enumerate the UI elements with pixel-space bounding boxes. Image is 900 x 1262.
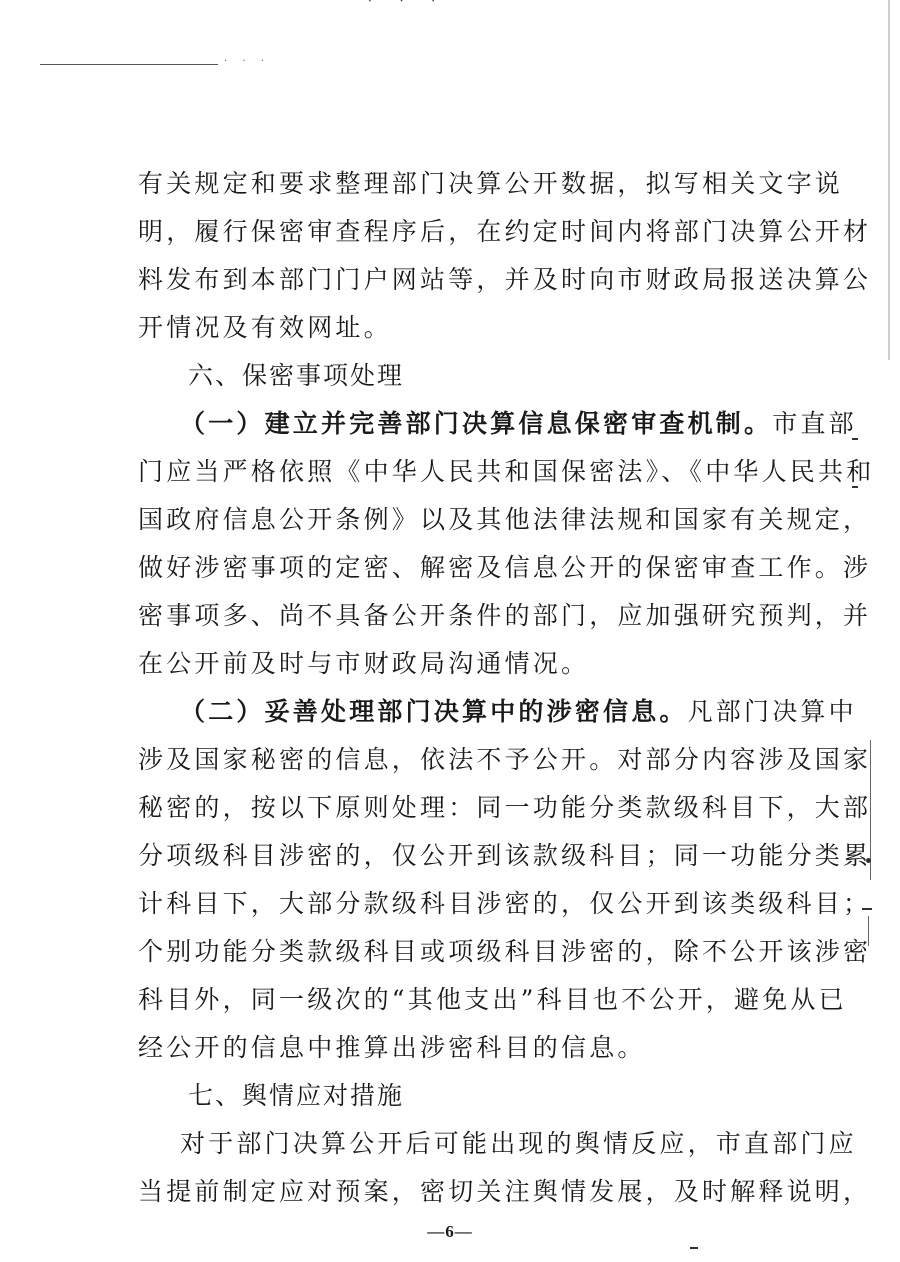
section-heading bbox=[0, 1076, 900, 1116]
paragraph-text: 密事项多、尚不具备公开条件的部门，应加强研究预判，并 bbox=[138, 601, 872, 630]
paragraph-text: 做好涉密事项的定密、解密及信息公开的保密审查工作。涉 bbox=[138, 553, 872, 582]
text-line bbox=[0, 884, 900, 924]
paragraph-text: 个别功能分类款级科目或项级科目涉密的，除不公开该涉密 bbox=[138, 937, 872, 966]
paragraph-text: 凡部门决算中 bbox=[687, 697, 857, 726]
paragraph-text: 当提前制定应对预案，密切关注舆情发展，及时解释说明， bbox=[138, 1177, 872, 1206]
text-line bbox=[0, 692, 900, 732]
text-line bbox=[0, 1124, 900, 1164]
paragraph-text: 对于部门决算公开后可能出现的舆情反应，市直部门应 bbox=[180, 1129, 857, 1158]
section-heading-text: 六、保密事项处理 bbox=[188, 361, 405, 390]
paragraph-text: 料发布到本部门门户网站等，并及时向市财政局报送决算公 bbox=[138, 265, 872, 294]
text-line bbox=[0, 932, 900, 972]
paragraph-text: 明，履行保密审查程序后，在约定时间内将部门决算公开材 bbox=[138, 217, 872, 246]
text-line bbox=[0, 1028, 900, 1068]
text-line bbox=[0, 836, 900, 876]
margin-mark bbox=[690, 1247, 698, 1249]
subsection-title: （一）建立并完善部门决算信息保密审查机制。 bbox=[180, 409, 773, 438]
top-rule-line bbox=[40, 64, 218, 65]
text-line bbox=[0, 980, 900, 1020]
paragraph-text: 分项级科目涉密的，仅公开到该款级科目；同一功能分类累 bbox=[138, 841, 872, 870]
paragraph-text: 有关规定和要求整理部门决算公开数据，拟写相关文字说 bbox=[138, 169, 844, 198]
text-line bbox=[0, 644, 900, 684]
paragraph-text: 秘密的，按以下原则处理：同一功能分类款级科目下，大部 bbox=[138, 793, 872, 822]
section-heading bbox=[0, 356, 900, 396]
paragraph-text: 经公开的信息中推算出涉密科目的信息。 bbox=[138, 1033, 646, 1062]
text-line bbox=[0, 788, 900, 828]
paragraph-text: 涉及国家秘密的信息，依法不予公开。对部分内容涉及国家 bbox=[138, 745, 872, 774]
text-line bbox=[0, 452, 900, 492]
scan-dots: · · · bbox=[224, 56, 270, 67]
text-line bbox=[0, 596, 900, 636]
text-line bbox=[0, 404, 900, 444]
subsection-title: （二）妥善处理部门决算中的涉密信息。 bbox=[180, 697, 688, 726]
text-line bbox=[0, 212, 900, 252]
text-line bbox=[0, 164, 900, 204]
text-line bbox=[0, 740, 900, 780]
page-number: —6— bbox=[427, 1222, 473, 1241]
paragraph-text: 门应当严格依照《中华人民共和国保密法》、《中华人民共和 bbox=[138, 457, 875, 486]
paragraph-text: 在公开前及时与市财政局沟通情况。 bbox=[138, 649, 590, 678]
paragraph-text: 市直部 bbox=[772, 409, 857, 438]
text-line bbox=[0, 548, 900, 588]
text-line bbox=[0, 500, 900, 540]
scan-top-marks: · · · bbox=[368, 0, 448, 8]
text-line bbox=[0, 1172, 900, 1212]
paragraph-text: 计科目下，大部分款级科目涉密的，仅公开到该类级科目； bbox=[138, 889, 872, 918]
paragraph-text: 国政府信息公开条例》以及其他法律法规和国家有关规定， bbox=[138, 505, 872, 534]
text-line bbox=[0, 260, 900, 300]
paragraph-text: 开情况及有效网址。 bbox=[138, 313, 392, 342]
paragraph-text: 科目外，同一级次的“其他支出”科目也不公开，避免从已 bbox=[138, 985, 847, 1014]
text-line bbox=[0, 308, 900, 348]
section-heading-text: 七、舆情应对措施 bbox=[188, 1081, 405, 1110]
